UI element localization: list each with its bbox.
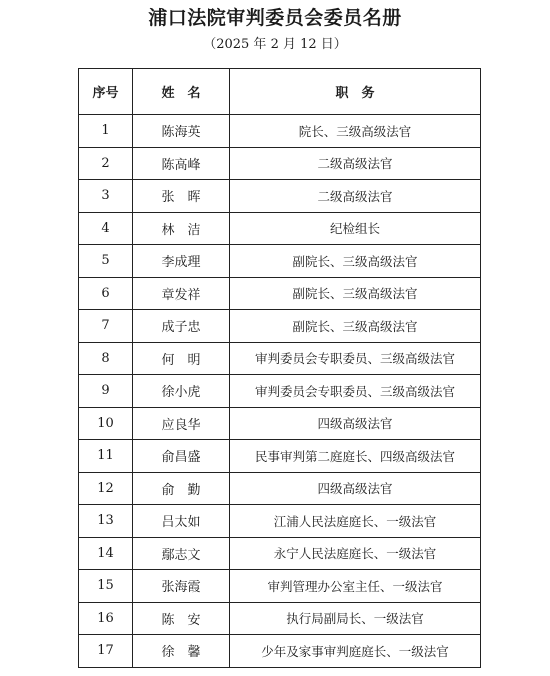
serial-number-cell: 1 xyxy=(79,115,133,148)
table-row xyxy=(79,635,481,668)
position-cell: 执行局副局长、一级法官 xyxy=(230,602,481,635)
table-row xyxy=(79,602,481,635)
serial-number-cell: 4 xyxy=(79,212,133,245)
table-row xyxy=(79,375,481,408)
document-title: 浦口法院审判委员会委员名册 xyxy=(148,7,402,29)
name-cell: 陈 安 xyxy=(133,602,230,635)
table-header-row xyxy=(79,69,481,115)
document-date: （2025 年 2 月 12 日） xyxy=(203,37,347,52)
position-cell: 四级高级法官 xyxy=(230,407,481,440)
serial-number-cell: 16 xyxy=(79,602,133,635)
serial-number-cell: 7 xyxy=(79,310,133,343)
table-row xyxy=(79,570,481,603)
name-cell: 张海霞 xyxy=(133,570,230,603)
serial-number-cell: 11 xyxy=(79,440,133,473)
table-row xyxy=(79,505,481,538)
name-cell: 章发祥 xyxy=(133,277,230,310)
name-cell: 成子忠 xyxy=(133,310,230,343)
header-serial-number: 序号 xyxy=(79,69,133,115)
position-cell: 四级高级法官 xyxy=(230,472,481,505)
table-row xyxy=(79,180,481,213)
name-cell: 鄢志文 xyxy=(133,537,230,570)
position-cell: 副院长、三级高级法官 xyxy=(230,277,481,310)
position-cell: 二级高级法官 xyxy=(230,180,481,213)
serial-number-cell: 3 xyxy=(79,180,133,213)
name-cell: 陈高峰 xyxy=(133,147,230,180)
table-row xyxy=(79,277,481,310)
name-cell: 陈海英 xyxy=(133,115,230,148)
position-cell: 审判委员会专职委员、三级高级法官 xyxy=(230,342,481,375)
header-position: 职 务 xyxy=(230,69,481,115)
serial-number-cell: 14 xyxy=(79,537,133,570)
name-cell: 徐小虎 xyxy=(133,375,230,408)
table-row xyxy=(79,212,481,245)
table-row xyxy=(79,310,481,343)
position-cell: 审判管理办公室主任、一级法官 xyxy=(230,570,481,603)
position-cell: 纪检组长 xyxy=(230,212,481,245)
serial-number-cell: 9 xyxy=(79,375,133,408)
position-cell: 院长、三级高级法官 xyxy=(230,115,481,148)
table-row xyxy=(79,440,481,473)
name-cell: 徐 馨 xyxy=(133,635,230,668)
position-cell: 江浦人民法庭庭长、一级法官 xyxy=(230,505,481,538)
name-cell: 李成理 xyxy=(133,245,230,278)
serial-number-cell: 12 xyxy=(79,472,133,505)
position-cell: 副院长、三级高级法官 xyxy=(230,245,481,278)
serial-number-cell: 17 xyxy=(79,635,133,668)
position-cell: 审判委员会专职委员、三级高级法官 xyxy=(230,375,481,408)
name-cell: 张 晖 xyxy=(133,180,230,213)
serial-number-cell: 8 xyxy=(79,342,133,375)
name-cell: 应良华 xyxy=(133,407,230,440)
table-body xyxy=(79,115,481,668)
table-row xyxy=(79,342,481,375)
name-cell: 吕太如 xyxy=(133,505,230,538)
position-cell: 副院长、三级高级法官 xyxy=(230,310,481,343)
table-row xyxy=(79,472,481,505)
table-row xyxy=(79,407,481,440)
serial-number-cell: 5 xyxy=(79,245,133,278)
serial-number-cell: 15 xyxy=(79,570,133,603)
serial-number-cell: 10 xyxy=(79,407,133,440)
name-cell: 林 洁 xyxy=(133,212,230,245)
position-cell: 少年及家事审判庭庭长、一级法官 xyxy=(230,635,481,668)
header-name: 姓 名 xyxy=(133,69,230,115)
position-cell: 永宁人民法庭庭长、一级法官 xyxy=(230,537,481,570)
position-cell: 二级高级法官 xyxy=(230,147,481,180)
serial-number-cell: 6 xyxy=(79,277,133,310)
member-roster-table xyxy=(78,68,481,668)
table-row xyxy=(79,115,481,148)
table-row xyxy=(79,147,481,180)
position-cell: 民事审判第二庭庭长、四级高级法官 xyxy=(230,440,481,473)
name-cell: 俞 勤 xyxy=(133,472,230,505)
table-row xyxy=(79,537,481,570)
name-cell: 俞昌盛 xyxy=(133,440,230,473)
table-row xyxy=(79,245,481,278)
serial-number-cell: 2 xyxy=(79,147,133,180)
serial-number-cell: 13 xyxy=(79,505,133,538)
name-cell: 何 明 xyxy=(133,342,230,375)
